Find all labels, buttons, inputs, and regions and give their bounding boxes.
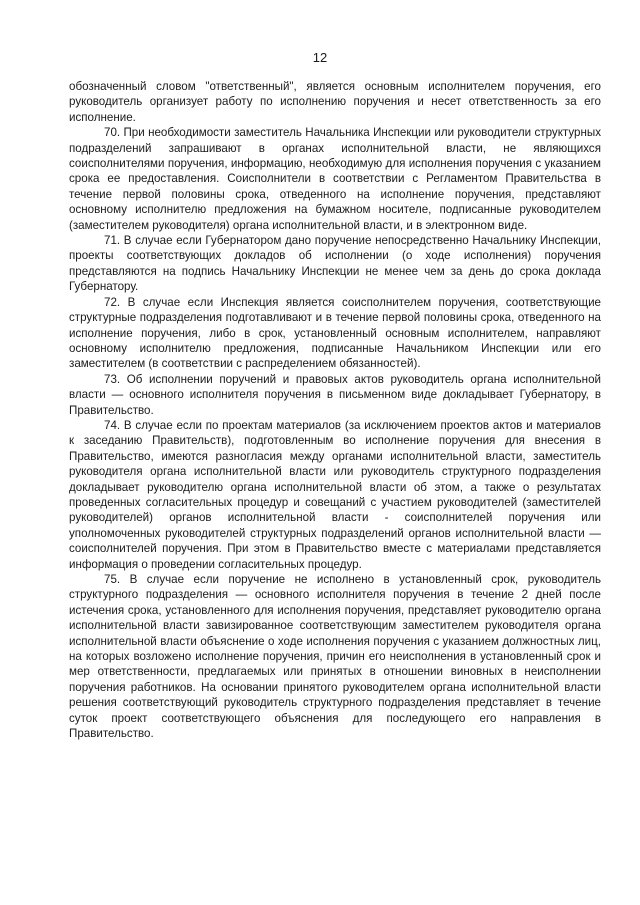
paragraph-73: 73. Об исполнении поручений и правовых актов руководитель органа исполнительной власти — основного исполнителя поручения в письменном виде докладывает Губернатору, в Правительство. [69, 372, 601, 417]
paragraph-75: 75. В случае если поручение не исполнено в установленный срок, руководитель структурного подразделения — основного исполнителя поручения в течение 2 дней после истечения срока, установленного для исполнения поручения, представляет руководителю органа исполнительной власти завизированное соответствующим заместителем руководителя органа исполнительной власти объяснение о ходе исполнения поручения с указанием должностных лиц, на которых возложено исполнение поручения, причин его неисполнения в установленный срок и мер ответственности, предлагаемых или принятых в отношении виновных в неисполнении поручения работников. На основании принятого руководителем органа исполнительной власти решения соответствующий руководитель структурного подразделения представляет в течение суток проект соответствующего объяснения для последующего его направления в Правительство. [69, 573, 601, 741]
paragraph-74: 74. В случае если по проектам материалов (за исключением проектов актов и материалов к заседанию Правительств), подготовленным во исполнение поручения для внесения в Правительство, имеются разногласия между органами исполнительной власти, заместитель руководителя органа исполнительной власти или руководитель структурного подразделения докладывает руководителю органа исполнительной власти об этом, а также о результатах проведенных согласительных процедур и совещаний с участием руководителей (заместителей руководителей) органов исполнительной власти - соисполнителей поручения или уполномоченных руководителей структурных подразделений органов исполнительной власти — соисполнителей поручения. При этом в Правительство вместе с материалами представляется информация о проведении согласительных процедур. [69, 418, 601, 571]
document-body [69, 79, 601, 741]
paragraph-72: 72. В случае если Инспекция является соисполнителем поручения, соответствующие структурные подразделения подготавливают и в течение первой половины срока, отведенного на исполнение поручения, либо в срок, установленный основным исполнителем, направляют основному исполнителю предложения, подписанные Начальником Инспекции или его заместителем (в соответствии с распределением обязанностей). [69, 295, 601, 371]
paragraph-continuation: обозначенный словом "ответственный", является основным исполнителем поручения, его руководитель организует работу по исполнению поручения и несет ответственность за его исполнение. [69, 80, 601, 124]
paragraph-70: 70. При необходимости заместитель Начальника Инспекции или руководители структурных подразделений запрашивают в органах исполнительной власти, не являющихся соисполнителями поручения, информацию, необходимую для исполнения поручения с указанием срока ее предоставления. Соисполнители в соответствии с Регламентом Правительства в течение первой половины срока, отведенного на исполнение поручения, представляют основному исполнителю предложения на бумажном носителе, подписанные руководителем (заместителем руководителя) органа исполнительной власти, и в электронном виде. [69, 126, 601, 232]
paragraph-71: 71. В случае если Губернатором дано поручение непосредственно Начальнику Инспекции, проекты соответствующих докладов об исполнении (о ходе исполнения) поручения представляются на подпись Начальнику Инспекции не менее чем за день до срока доклада Губернатору. [69, 234, 601, 294]
page-number: 12 [312, 50, 328, 65]
